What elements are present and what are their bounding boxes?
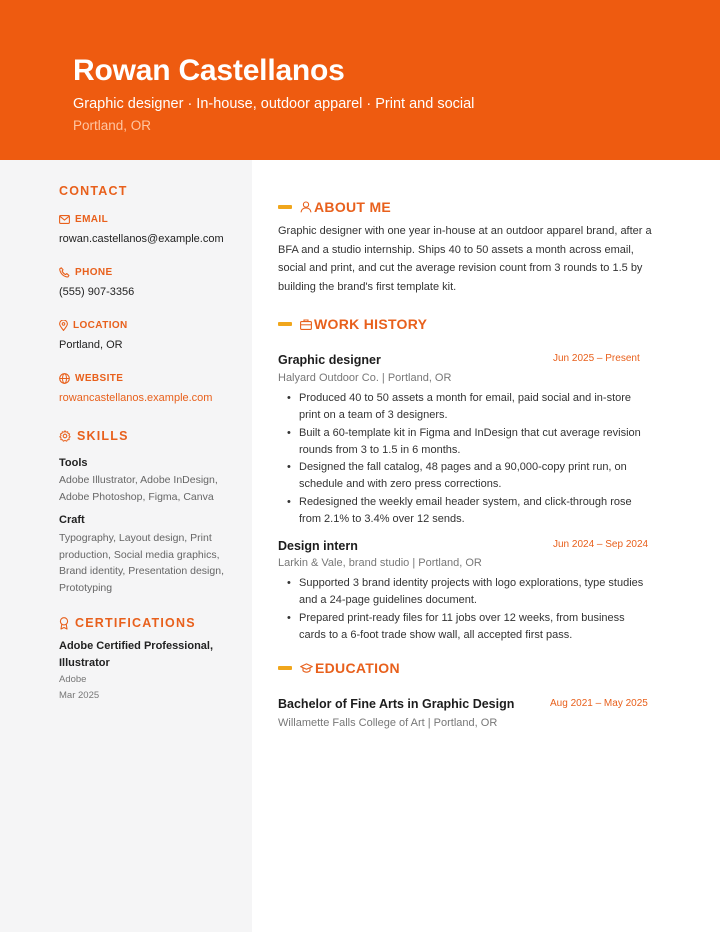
map-pin-icon — [59, 320, 68, 331]
user-icon — [300, 201, 312, 213]
job-dates: Jun 2025 – Present — [553, 353, 640, 364]
job-company: Larkin & Vale, brand studio | Portland, OR — [278, 557, 482, 569]
education-dates: Aug 2021 – May 2025 — [550, 698, 648, 709]
education-heading: EDUCATION — [278, 660, 400, 676]
skill-group-items: Typography, Layout design, Print production, Social media graphics, Brand identity, Presentation design, Prototyping — [59, 532, 224, 594]
globe-icon — [59, 373, 70, 384]
certifications-heading: CERTIFICATIONS — [59, 616, 196, 630]
phone-value[interactable]: (555) 907-3356 — [59, 286, 135, 298]
skill-group-items: Adobe Illustrator, Adobe InDesign, Adobe Photoshop, Figma, Canva — [59, 474, 218, 503]
graduation-cap-icon — [300, 663, 313, 674]
email-label: EMAIL — [59, 214, 108, 225]
about-heading: ABOUT ME — [278, 199, 391, 215]
section-accent-bar — [278, 322, 292, 326]
list-item: • Built a 60-template kit in Figma and InDesign that cut average revision rounds from 3 to 1.5 in 6 months. — [285, 425, 651, 459]
degree-title: Bachelor of Fine Arts in Graphic Design — [278, 697, 515, 711]
briefcase-icon — [300, 319, 312, 330]
location-value: Portland, OR — [59, 339, 123, 351]
work-history-heading: WORK HISTORY — [278, 316, 427, 332]
list-item: • Designed the fall catalog, 48 pages and a 90,000-copy print run, on schedule and with zero press corrections. — [285, 459, 651, 493]
list-item: • Supported 3 brand identity projects with logo explorations, type studies and a 24-page guidelines document. — [285, 575, 651, 609]
job-dates: Jun 2024 – Sep 2024 — [553, 539, 649, 550]
section-accent-bar — [278, 205, 292, 209]
resume-header — [0, 0, 720, 160]
list-item: • Redesigned the weekly email header system, and click-through rose from 2.1% to 3.4% over 12 sends. — [285, 494, 651, 528]
skill-group-title: Tools — [59, 457, 88, 469]
section-accent-bar — [278, 666, 292, 670]
certification-date: Mar 2025 — [59, 690, 100, 701]
job-bullets — [285, 575, 651, 644]
phone-icon — [59, 267, 70, 278]
job-title: Design intern — [278, 539, 358, 553]
website-link[interactable]: rowancastellanos.example.com — [59, 392, 213, 404]
candidate-location: Portland, OR — [73, 118, 152, 133]
location-label: LOCATION — [59, 320, 128, 331]
gear-icon — [59, 430, 71, 442]
skill-group-title: Craft — [59, 514, 85, 526]
certification-issuer: Adobe — [59, 674, 87, 685]
school-name: Willamette Falls College of Art | Portland, OR — [278, 717, 498, 729]
certification-name: Adobe Certified Professional, Illustrator — [59, 640, 214, 669]
contact-heading: CONTACT — [59, 184, 128, 198]
list-item: • Produced 40 to 50 assets a month for email, paid social and in-store print on a team of 3 designers. — [285, 390, 651, 424]
phone-label: PHONE — [59, 267, 113, 278]
skills-heading: SKILLS — [59, 429, 129, 443]
job-title: Graphic designer — [278, 353, 381, 367]
email-value[interactable]: rowan.castellanos@example.com — [59, 233, 224, 245]
list-item: • Prepared print-ready files for 11 jobs over 12 weeks, from business cards to a 6-foot trade show wall, all accepted first pass. — [285, 610, 651, 644]
candidate-name: Rowan Castellanos — [73, 54, 345, 87]
job-bullets — [285, 390, 651, 528]
job-company: Halyard Outdoor Co. | Portland, OR — [278, 372, 452, 384]
about-text: Graphic designer with one year in-house at an outdoor apparel brand, after a BFA and a studio internship. Ships 40 to 50 assets a month across email, social and print, and cut the average revision count from 3 rounds to 1.5 by building the brand's first template kit. — [278, 225, 652, 293]
award-icon — [59, 617, 69, 630]
mail-icon — [59, 215, 70, 224]
candidate-headline: Graphic designer · In-house, outdoor apparel · Print and social — [73, 96, 475, 112]
website-label: WEBSITE — [59, 373, 123, 384]
